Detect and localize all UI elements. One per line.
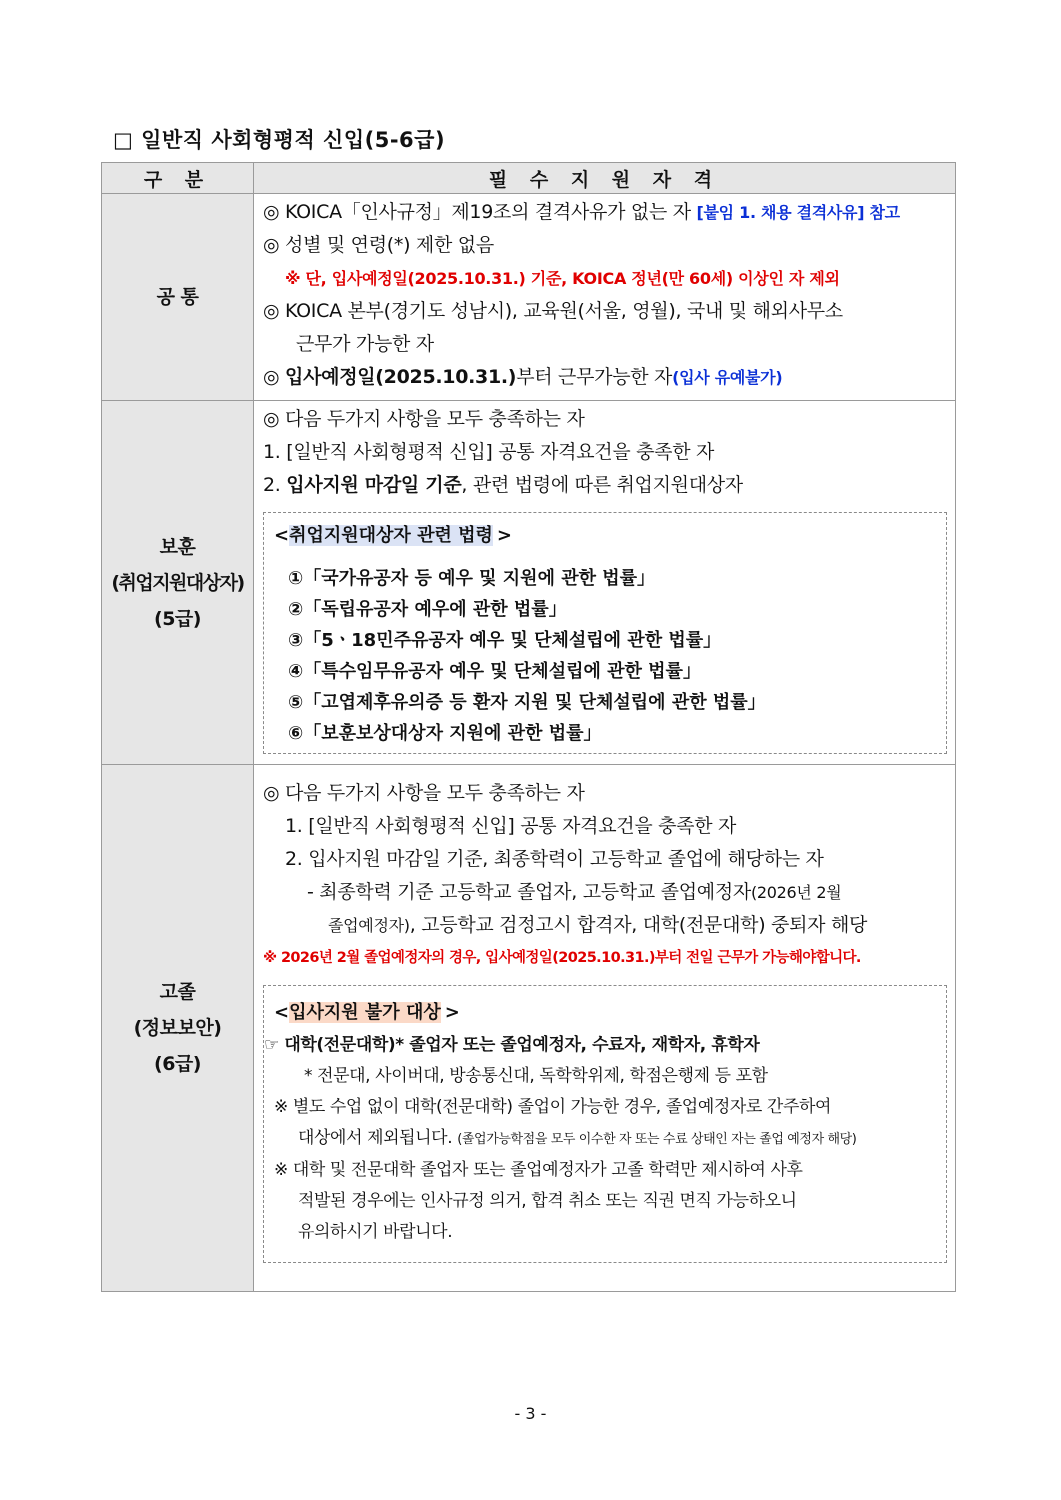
highschool-line-4 xyxy=(263,876,947,909)
age-limit-note: ※ 단, 입사예정일(2025.10.31.) 기준, KOICA 정년(만 60세) 이상인 자 제외 xyxy=(285,269,840,288)
highschool-line-5 xyxy=(263,909,947,942)
bracket-open: < xyxy=(274,525,290,546)
law-item: ⑤「고엽제후유의증 등 환자 지원 및 단체설립에 관한 법률」 xyxy=(288,692,766,713)
veteran-line-1: ◎ 다음 두가지 사항을 모두 충족하는 자 xyxy=(263,408,585,430)
page-number: - 3 - xyxy=(514,1404,547,1423)
ineligible-title xyxy=(274,996,938,1030)
highschool-line-2: 1. [일반직 사회형평적 신입] 공통 자격요건을 충족한 자 xyxy=(285,815,737,837)
highschool-line-3: 2. 입사지원 마감일 기준, 최종학력이 고등학교 졸업에 해당하는 자 xyxy=(285,848,824,870)
bracket-close: > xyxy=(496,525,512,546)
deadline-basis: 입사지원 마감일 기준 xyxy=(286,474,462,496)
highschool-line-5-text: , 고등학교 검정고시 합격자, 대학(전문대학) 중퇴자 해당 xyxy=(409,914,868,936)
veteran-line-2: 1. [일반직 사회형평적 신입] 공통 자격요건을 충족한 자 xyxy=(263,441,715,463)
highschool-line-4-small: (2026년 2월 xyxy=(750,883,842,902)
common-line-4: ◎ KOICA 본부(경기도 성남시), 교육원(서울, 영월), 국내 및 해외사무소 xyxy=(263,300,843,322)
ineligible-title-text: 입사지원 불가 대상 xyxy=(289,1002,441,1023)
note-1-line-2-text: 대상에서 제외됩니다. xyxy=(298,1128,458,1148)
veteran-line-3-prefix: 2. xyxy=(263,474,287,496)
common-line-6 xyxy=(263,361,947,394)
ineligible-box xyxy=(263,985,947,1263)
ineligible-sub: * 전문대, 사이버대, 방송통신대, 독학학위제, 학점은행제 등 포함 xyxy=(304,1066,768,1086)
table-row-highschool xyxy=(102,765,956,1292)
highschool-line-5-small: 졸업예정자) xyxy=(328,916,410,935)
common-requirements xyxy=(254,194,956,401)
bracket-close: > xyxy=(444,1002,460,1023)
header-requirements: 필 수 지 원 자 격 xyxy=(254,163,956,194)
bracket-open: < xyxy=(274,1002,290,1023)
veteran-line-3-text: , 관련 법령에 따른 취업지원대상자 xyxy=(461,474,743,496)
requirements-table xyxy=(101,162,956,1292)
highschool-requirements xyxy=(254,765,956,1292)
category-veteran xyxy=(102,401,254,765)
category-common xyxy=(102,194,254,401)
header-category: 구 분 xyxy=(102,163,254,194)
common-line-5: 근무가 가능한 자 xyxy=(296,333,434,355)
no-deferral-note: (입사 유예불가) xyxy=(672,368,783,387)
table-header-row xyxy=(102,163,956,194)
veteran-line-3 xyxy=(263,469,947,502)
category-label: 보훈 xyxy=(159,535,196,558)
table-row-common xyxy=(102,194,956,401)
section-title: □ 일반직 사회형평적 신입(5-6급) xyxy=(113,128,446,152)
law-item: ④「특수임무유공자 예우 및 단체설립에 관한 법률」 xyxy=(288,661,701,682)
law-item: ①「국가유공자 등 예우 및 지원에 관한 법률」 xyxy=(288,568,656,589)
attachment-reference: [붙임 1. 채용 결격사유] 참고 xyxy=(696,203,900,222)
common-line-1 xyxy=(263,196,947,229)
highschool-line-4-text: - 최종학력 기준 고등학교 졸업자, 고등학교 졸업예정자 xyxy=(307,881,751,903)
note-1-line-2 xyxy=(274,1123,938,1155)
common-line-6-prefix: ◎ xyxy=(263,366,286,388)
common-line-2: ◎ 성별 및 연령(*) 제한 없음 xyxy=(263,234,494,256)
table-row-veteran xyxy=(102,401,956,765)
category-sublabel: (취업지원대상자) xyxy=(111,571,244,594)
related-laws-box xyxy=(263,512,947,754)
common-line-6-text: 부터 근무가능한 자 xyxy=(516,366,673,388)
category-label: 공 통 xyxy=(156,286,199,308)
related-laws-title-text: 취업지원대상자 관련 법령 xyxy=(289,525,493,546)
note-2-line-2: 적발된 경우에는 인사규정 의거, 합격 취소 또는 직권 면직 가능하오니 xyxy=(298,1191,797,1211)
note-1-small: (졸업가능학점을 모두 이수한 자 또는 수료 상태인 자는 졸업 예정자 해당) xyxy=(457,1132,857,1147)
note-2-line-3: 유의하시기 바랍니다. xyxy=(298,1222,453,1242)
related-laws-title xyxy=(274,519,938,553)
start-date: 입사예정일(2025.10.31.) xyxy=(285,366,517,388)
category-label: 고졸 xyxy=(159,981,196,1003)
law-item: ③「5ㆍ18민주유공자 예우 및 단체설립에 관한 법률」 xyxy=(288,630,722,651)
veteran-requirements xyxy=(254,401,956,765)
common-line-1-text: ◎ KOICA「인사규정」제19조의 결격사유가 없는 자 xyxy=(263,201,697,223)
category-grade: (5급) xyxy=(154,607,201,630)
category-highschool xyxy=(102,765,254,1292)
note-2-line-1: ※ 대학 및 전문대학 졸업자 또는 졸업예정자가 고졸 학력만 제시하여 사후 xyxy=(274,1160,803,1180)
category-grade: (6급) xyxy=(154,1053,201,1075)
law-item: ⑥「보훈보상대상자 지원에 관한 법률」 xyxy=(288,723,602,744)
ineligible-list: ☞ 대학(전문대학)* 졸업자 또는 졸업예정자, 수료자, 재학자, 휴학자 xyxy=(264,1035,760,1055)
highschool-line-1: ◎ 다음 두가지 사항을 모두 충족하는 자 xyxy=(263,782,585,804)
category-sublabel: (정보보안) xyxy=(133,1017,222,1039)
graduation-notice: ※ 2026년 2월 졸업예정자의 경우, 입사예정일(2025.10.31.)부터 전일 근무가 가능해야합니다. xyxy=(263,950,861,966)
note-1-line-1: ※ 별도 수업 없이 대학(전문대학) 졸업이 가능한 경우, 졸업예정자로 간주하여 xyxy=(274,1097,832,1117)
law-item: ②「독립유공자 예우에 관한 법률」 xyxy=(288,599,567,620)
